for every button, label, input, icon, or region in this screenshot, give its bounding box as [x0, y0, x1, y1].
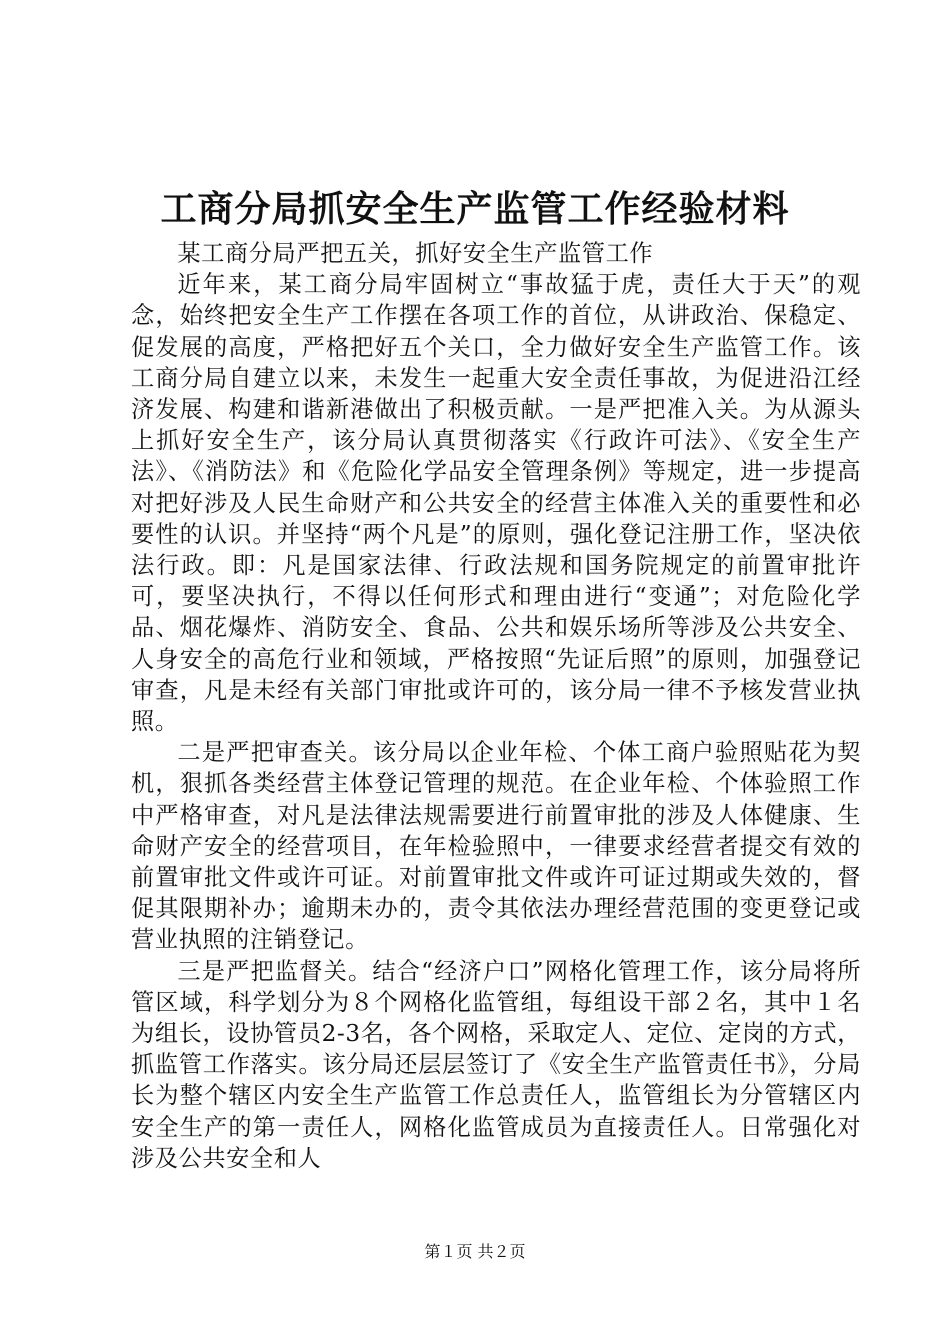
paragraph-2: 二是严把审查关。该分局以企业年检、个体工商户验照贴花为契机，狠抓各类经营主体登记管理的规范。在企业年检、个体验照工作中严格审查，对凡是法律法规需要进行前置审批的涉及人体健康、生命财产安全的经营项目，在年检验照中，一律要求经营者提交有效的前置审批文件或许可证。对前置审批文件或许可证过期或失效的，督促其限期补办；逾期未办的，责令其依法办理经营范围的变更登记或营业执照的注销登记。 [131, 739, 861, 954]
document-title: 工商分局抓安全生产监管工作经验材料 [160, 188, 790, 230]
paragraph-1: 近年来，某工商分局牢固树立“事故猛于虎，责任大于天”的观念，始终把安全生产工作摆在各项工作的首位，从讲政治、保稳定、促发展的高度，严格把好五个关口，全力做好安全生产监管工作。该工商分局自建立以来，未发生一起重大安全责任事故，为促进沿江经济发展、构建和谐新港做出了积极贡献。一是严把准入关。为从源头上抓好安全生产，该分局认真贯彻落实《行政许可法》、《安全生产法》、《消防法》和《危险化学品安全管理条例》等规定，进一步提高对把好涉及人民生命财产和公共安全的经营主体准入关的重要性和必要性的认识。并坚持“两个凡是”的原则，强化登记注册工作，坚决依法行政。即：凡是国家法律、行政法规和国务院规定的前置审批许可，要坚决执行，不得以任何形式和理由进行“变通”；对危险化学品、烟花爆炸、消防安全、食品、公共和娱乐场所等涉及公共安全、人身安全的高危行业和领域，严格按照“先证后照”的原则，加强登记审查，凡是未经有关部门审批或许可的，该分局一律不予核发营业执照。 [131, 271, 861, 736]
paragraph-3: 三是严把监督关。结合“经济户口”网格化管理工作，该分局将所管区域，科学划分为８个网格化监管组，每组设干部２名，其中１名为组长，设协管员2-3名，各个网格，采取定人、定位、定岗的方式，抓监管工作落实。该分局还层层签订了《安全生产监管责任书》，分局长为整个辖区内安全生产监管工作总责任人，监管组长为分管辖区内安全生产的第一责任人，网格化监管成员为直接责任人。日常强化对涉及公共安全和人 [131, 957, 861, 1172]
document-body [131, 238, 861, 1174]
document-subtitle: 某工商分局严把五关，抓好安全生产监管工作 [177, 240, 654, 267]
page-footer: 第１页 共２页 [424, 1242, 526, 1261]
